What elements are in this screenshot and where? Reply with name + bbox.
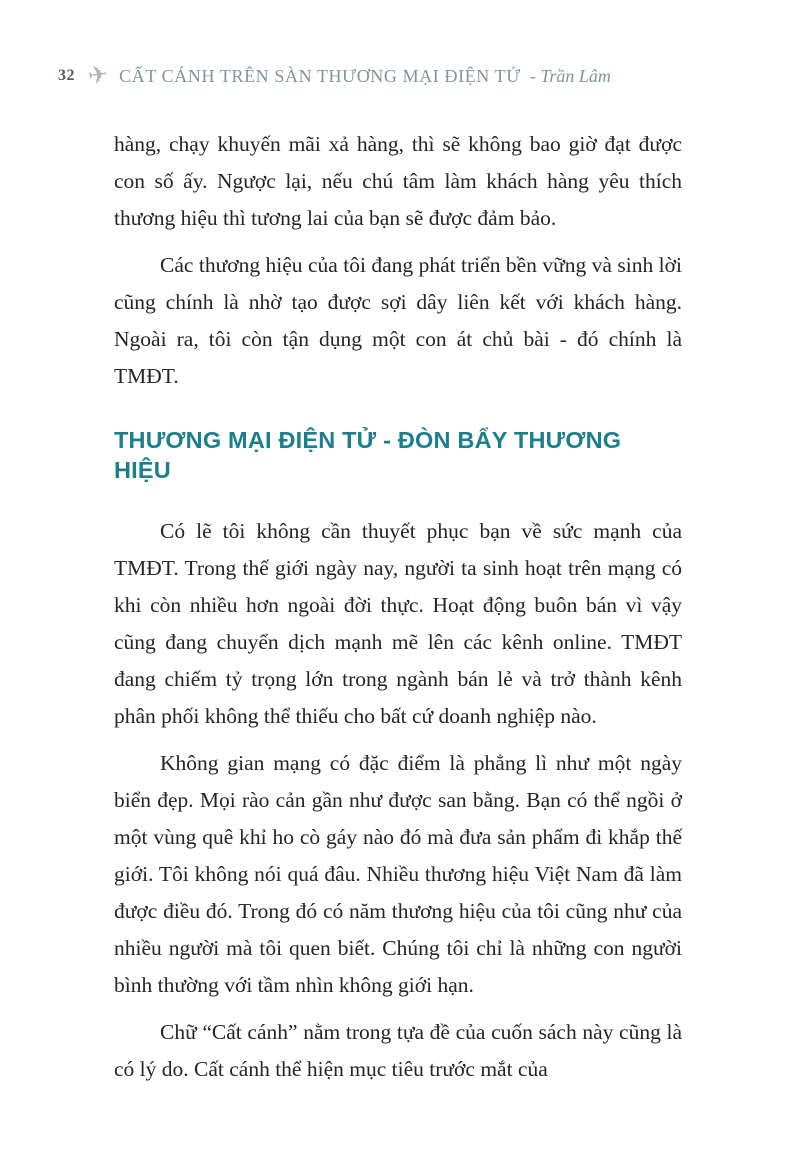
section-heading: THƯƠNG MẠI ĐIỆN TỬ - ĐÒN BẨY THƯƠNG HIỆU bbox=[114, 427, 622, 483]
page-header bbox=[58, 61, 703, 91]
header-author: - Trần Lâm bbox=[529, 65, 611, 86]
header-title: CẤT CÁNH TRÊN SÀN THƯƠNG MẠI ĐIỆN TỬ bbox=[119, 65, 521, 86]
body-paragraph: hàng, chạy khuyến mãi xả hàng, thì sẽ không bao giờ đạt được con số ấy. Ngược lại, nếu chú tâm làm khách hàng yêu thích thương hiệu thì tương lai của bạn sẽ được đảm bảo. bbox=[114, 132, 682, 230]
page-body bbox=[114, 126, 682, 1098]
body-paragraph: Có lẽ tôi không cần thuyết phục bạn về sức mạnh của TMĐT. Trong thế giới ngày nay, người ta sinh hoạt trên mạng có khi còn nhiều hơn ngoài đời thực. Hoạt động buôn bán vì vậy cũng đang chuyển dịch mạnh mẽ lên các kênh online. TMĐT đang chiếm tỷ trọng lớn trong ngành bán lẻ và trở thành kênh phân phối không thể thiếu cho bất cứ doanh nghiệp nào. bbox=[114, 519, 682, 728]
body-paragraph: Không gian mạng có đặc điểm là phẳng lì như một ngày biển đẹp. Mọi rào cản gần như được san bằng. Bạn có thể ngồi ở một vùng quê khỉ ho cò gáy nào đó mà đưa sản phẩm đi khắp thế giới. Tôi không nói quá đâu. Nhiều thương hiệu Việt Nam đã làm được điều đó. Trong đó có năm thương hiệu của tôi cũng như của nhiều người mà tôi quen biết. Chúng tôi chỉ là những con người bình thường với tầm nhìn không giới hạn. bbox=[114, 751, 682, 997]
body-paragraph: Chữ “Cất cánh” nằm trong tựa đề của cuốn sách này cũng là có lý do. Cất cánh thể hiện mục tiêu trước mắt của bbox=[114, 1020, 682, 1081]
body-paragraph: Các thương hiệu của tôi đang phát triển bền vững và sinh lời cũng chính là nhờ tạo được sợi dây liên kết với khách hàng. Ngoài ra, tôi còn tận dụng một con át chủ bài - đó chính là TMĐT. bbox=[114, 253, 682, 388]
airplane-icon: ✈ bbox=[86, 61, 110, 91]
page-number: 32 bbox=[58, 67, 75, 84]
